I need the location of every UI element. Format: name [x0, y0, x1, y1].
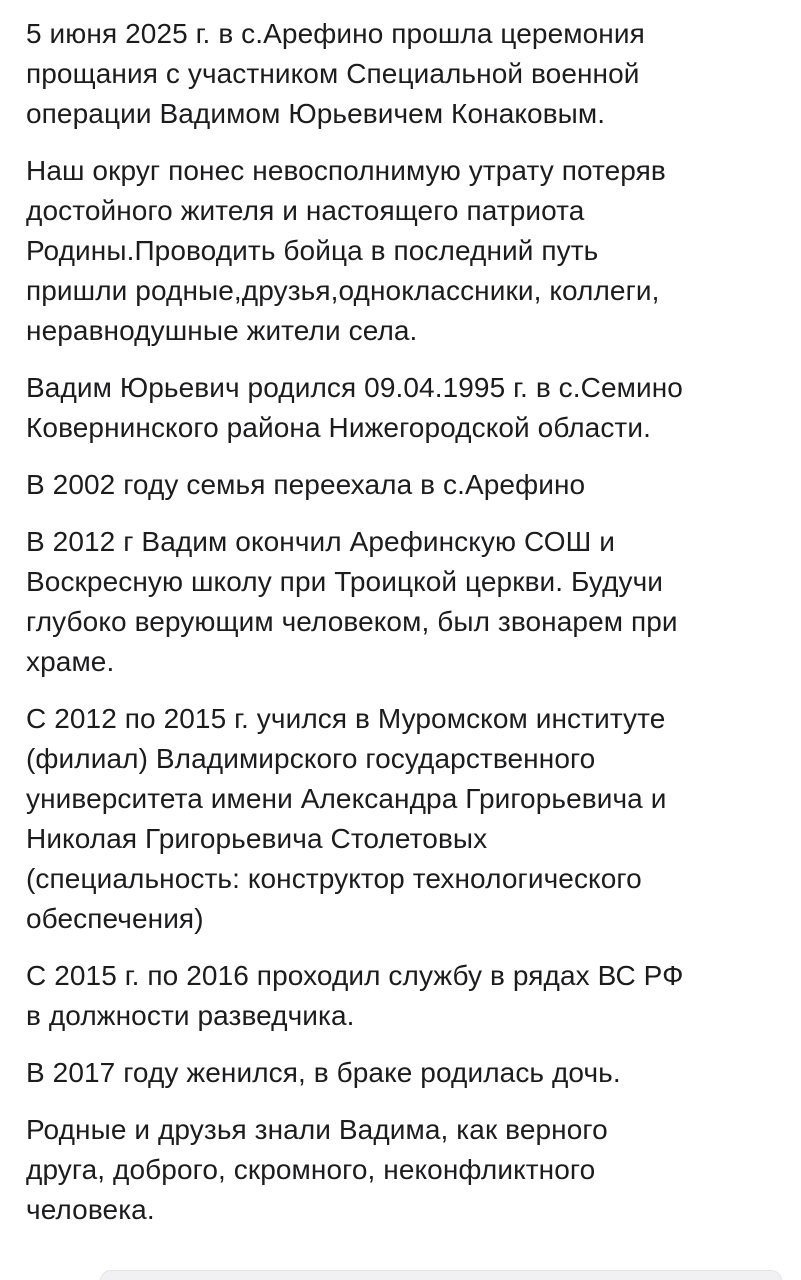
text-line: прощания с участником Специальной военной: [26, 58, 640, 89]
text-line: В 2002 году семья переехала в с.Арефино: [26, 469, 586, 500]
text-line: Ковернинского района Нижегородской области.: [26, 412, 651, 443]
text-line: университета имени Александра Григорьевича и: [26, 783, 667, 814]
text-line: операции Вадимом Юрьевичем Конаковым.: [26, 98, 606, 129]
text-line: Вадим Юрьевич родился 09.04.1995 г. в с.Семино: [26, 372, 683, 403]
post-paragraph: [26, 956, 786, 1036]
text-line: Родины.Проводить бойца в последний путь: [26, 235, 599, 266]
text-line: С 2015 г. по 2016 проходил службу в рядах ВС РФ: [26, 960, 684, 991]
post-paragraph: [26, 522, 786, 682]
text-line: в должности разведчика.: [26, 1000, 355, 1031]
post-paragraph: [26, 368, 786, 448]
post-paragraph: [26, 1053, 786, 1093]
text-line: Воскресную школу при Троицкой церкви. Будучи: [26, 566, 664, 597]
text-line: 5 июня 2025 г. в с.Арефино прошла церемония: [26, 18, 645, 49]
text-line: друга, доброго, скромного, неконфликтного: [26, 1154, 596, 1185]
post-paragraph: [26, 14, 786, 134]
post-paragraph: [26, 1110, 786, 1230]
text-line: В 2012 г Вадим окончил Арефинскую СОШ и: [26, 526, 615, 557]
text-line: храме.: [26, 646, 115, 677]
text-line: обеспечения): [26, 903, 204, 934]
text-line: достойного жителя и настоящего патриота: [26, 195, 585, 226]
text-line: (филиал) Владимирского государственного: [26, 743, 596, 774]
post-paragraph: [26, 465, 786, 505]
text-line: Николая Григорьевича Столетовых: [26, 823, 488, 854]
bottom-toolbar[interactable]: [100, 1270, 782, 1280]
text-line: Наш округ понес невосполнимую утрату потеряв: [26, 155, 666, 186]
text-line: пришли родные,друзья,одноклассники, коллеги,: [26, 275, 660, 306]
text-line: неравнодушные жители села.: [26, 315, 418, 346]
post-paragraph: [26, 151, 786, 351]
text-line: глубоко верующим человеком, был звонарем при: [26, 606, 678, 637]
post-paragraph: [26, 699, 786, 939]
post-text: [26, 14, 786, 1247]
text-line: С 2012 по 2015 г. учился в Муромском институте: [26, 703, 666, 734]
text-line: Родные и друзья знали Вадима, как верного: [26, 1114, 608, 1145]
text-line: человека.: [26, 1194, 155, 1225]
text-line: (специальность: конструктор технологического: [26, 863, 642, 894]
text-line: В 2017 году женился, в браке родилась дочь.: [26, 1057, 621, 1088]
